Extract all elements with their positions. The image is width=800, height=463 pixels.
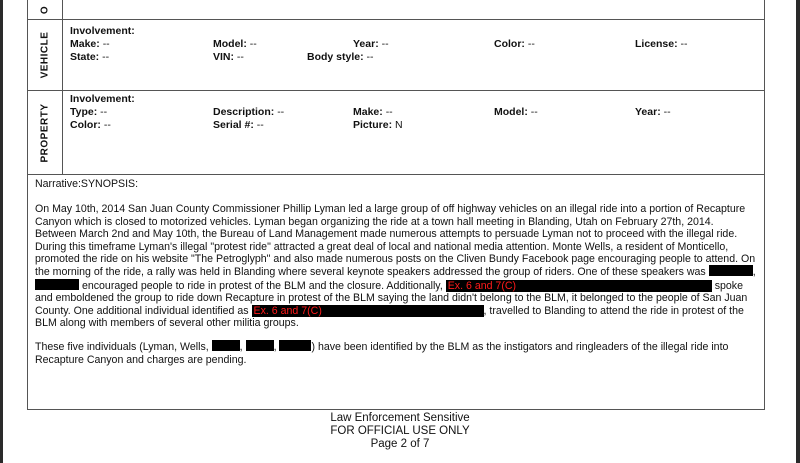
property-type-field: Type: -- [70, 106, 108, 118]
vehicle-involvement-label: Involvement: [70, 25, 135, 37]
narrative-block [35, 178, 757, 377]
vehicle-license-field: License: -- [635, 38, 688, 50]
property-model-field: Model: -- [494, 106, 538, 118]
property-picture-field: Picture: N [353, 119, 403, 131]
redaction-bar [35, 279, 79, 290]
vehicle-year-field: Year: -- [353, 38, 389, 50]
narrative-paragraph-2: These five individuals (Lyman, Wells, , , ) have been identified by the BLM as the instigators and ringleaders of the illegal ride into Recapture Canyon and charges are pending. [35, 341, 729, 366]
section-vehicle [28, 20, 764, 91]
redaction-label: Ex. 6 and 7(C) [446, 280, 712, 292]
property-side [28, 91, 63, 174]
narrative-heading: Narrative:SYNOPSIS: [35, 178, 139, 190]
property-label: PROPERTY [39, 102, 51, 163]
section-other [28, 0, 764, 20]
redaction-bar [279, 340, 311, 351]
report-form [27, 0, 765, 410]
footer-sensitivity: Law Enforcement Sensitive [330, 412, 470, 424]
scan-edge-right [796, 0, 800, 463]
vehicle-make-field: Make: -- [70, 38, 110, 50]
vehicle-vin-field: VIN: -- [213, 51, 244, 63]
property-description-field: Description: -- [213, 106, 285, 118]
vehicle-side [28, 20, 63, 90]
redaction-bar [709, 265, 753, 276]
vehicle-label: VEHICLE [39, 31, 51, 79]
section-property [28, 91, 764, 175]
vehicle-body-style-field: Body style: -- [307, 51, 374, 63]
property-year-field: Year: -- [635, 106, 671, 118]
property-involvement-label: Involvement: [70, 93, 135, 105]
redaction-label: Ex. 6 and 7(C) [252, 305, 484, 317]
vehicle-color-field: Color: -- [494, 38, 535, 50]
property-color-field: Color: -- [70, 119, 111, 131]
section-other-side [28, 0, 63, 19]
vehicle-state-field: State: -- [70, 51, 110, 63]
page-footer [0, 412, 800, 451]
footer-page-number: Page 2 of 7 [370, 438, 430, 450]
scan-edge-left [0, 0, 3, 463]
vehicle-model-field: Model: -- [213, 38, 257, 50]
narrative-paragraph-1: On May 10th, 2014 San Juan County Commissioner Phillip Lyman led a large group of off highway vehicles on an illegal ride into a portion of Recapture Canyon which is closed to motorized vehicles. Lyman began organizing the ride at a town hall meeting in Blanding, Utah on February 27th, 2014. Between March 2nd and May 10th, the Bureau of Land Management made numerous attempts to persuade Lyman not to proceed with the illegal ride. During this timeframe Lyman's illegal "protest ride" attracted a great deal of local and national media attention. Monte Wells, a resident of Monticello, promoted the ride on his website "The Petroglyph" and also made numerous posts on the Cliven Bundy Facebook page encouraging people to attend. On the morning of the ride, a rally was held in Blanding where several keynote speakers addressed the group of riders. One of these speakers was , encouraged people to ride in protest of the BLM and the closure. Additionally, Ex. 6 and 7(C) spoke and emboldened the group to ride down Recapture in protest of the BLM saying the land didn't belong to the BLM, it belonged to the people of San Juan County. One additional individual identified as Ex. 6 and 7(C) , travelled to Blanding to attend the ride in protest of the BLM along with members of several other militia groups. [35, 203, 756, 330]
section-other-label: O [39, 5, 51, 14]
property-serial-field: Serial #: -- [213, 119, 264, 131]
property-make-field: Make: -- [353, 106, 393, 118]
redaction-bar [212, 340, 240, 351]
redaction-bar [246, 340, 274, 351]
footer-classification: FOR OFFICIAL USE ONLY [330, 425, 470, 437]
